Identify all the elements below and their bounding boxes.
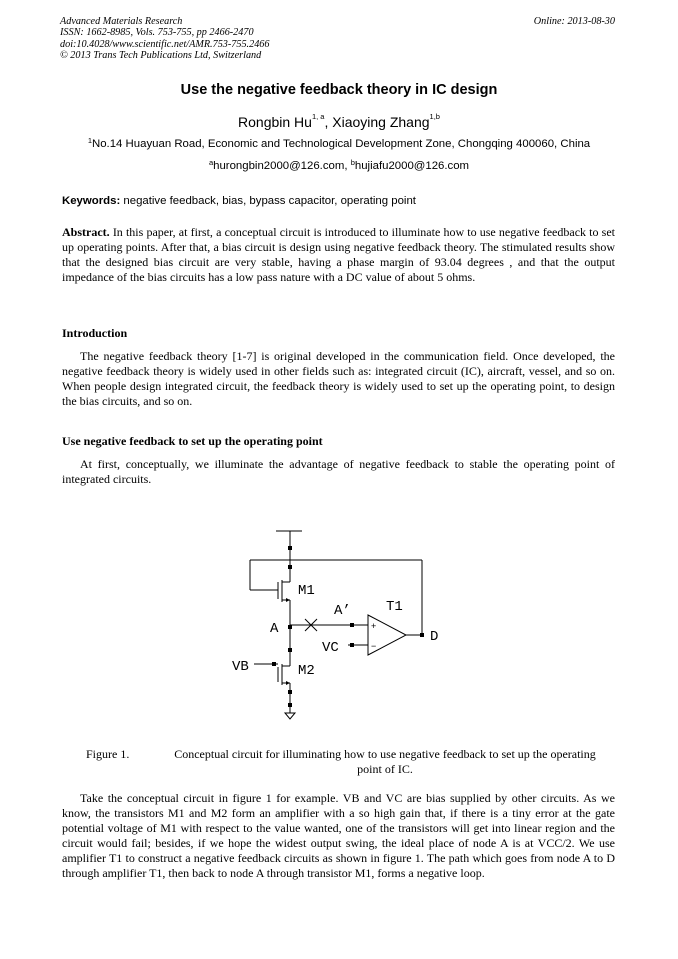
affiliation-sup: 1 bbox=[87, 136, 92, 145]
email-b: hujiafu2000@126.com bbox=[354, 160, 470, 172]
email-a-sup: a bbox=[208, 158, 214, 167]
paper-title: Use the negative feedback theory in IC design bbox=[180, 82, 498, 98]
opamp-plus-label: + bbox=[371, 621, 377, 631]
introduction-heading: Introduction bbox=[62, 326, 128, 340]
circuit-diagram bbox=[210, 522, 450, 727]
junction-dot bbox=[288, 703, 292, 707]
introduction-text: The negative feedback theory [1-7] is original developed in the communication field. Once developed, the negative feedback theory is widely used in other fields such as: integrated circuit (IC), aircraft, vessel, and so on. When people design integrated circuit, the feedback theory is widely used to set up the operating point, to design the bias circuits, and so on. bbox=[62, 349, 615, 408]
m2-arrow-icon bbox=[286, 681, 290, 685]
figure-caption-text: Conceptual circuit for illuminating how to use negative feedback to set up the operating point of IC. bbox=[174, 747, 596, 776]
affiliation bbox=[0, 138, 678, 150]
junction-dot bbox=[288, 565, 292, 569]
t1-label: T1 bbox=[386, 599, 403, 615]
node-a-label: A bbox=[270, 621, 279, 637]
abstract-text: In this paper, at first, a conceptual circuit is introduced to illuminate how to use negative feedback to set up operating points. After that, a bias circuit is design using negative feedback theory. The stimulated results show that the designed bias circuit are very stable, having a phase margin of 93.04 degrees , and that the output impedance of the bias circuits has a low pass nature with a DC value of about 5 ohms. bbox=[62, 225, 615, 284]
abstract bbox=[62, 225, 615, 285]
issn-line: ISSN: 1662-8985, Vols. 753-755, pp 2466-2470 bbox=[60, 27, 254, 39]
affiliation-text: No.14 Huayuan Road, Economic and Technological Development Zone, Chongqing 400060, China bbox=[92, 138, 591, 150]
journal-name: Advanced Materials Research bbox=[60, 16, 183, 27]
copyright-line: © 2013 Trans Tech Publications Ltd, Switzerland bbox=[60, 49, 262, 61]
junction-dot bbox=[288, 648, 292, 652]
junction-dot bbox=[272, 662, 276, 666]
section-text: At first, conceptually, we illuminate the advantage of negative feedback to stable the operating point of integrated circuits. bbox=[62, 457, 615, 486]
abstract-label: Abstract. bbox=[62, 225, 110, 239]
figure-caption-label: Figure 1. bbox=[86, 747, 130, 761]
section-heading: Use negative feedback to set up the operating point bbox=[62, 434, 323, 448]
node-d-label: D bbox=[430, 629, 439, 645]
body-paragraph: Take the conceptual circuit in figure 1 for example. VB and VC are bias supplied by other circuits. As we know, the transistors M1 and M2 form an amplifier with a so high gain that, if there is a tiny error at the gate potential voltage of M1 with respect to the value wanted, one of the transistors will get into linear region and the circuit would fail; besides, if we hope the widest output swing, the ideal place of node A is at VCC/2. We use amplifier T1 to construct a negative feedback circuits as shown in figure 1. The path which goes from node A to D through amplifier T1, then back to node A through transistor M1, forms a negative loop. bbox=[62, 791, 615, 880]
email-separator: , bbox=[344, 160, 351, 172]
online-date: Online: 2013-08-30 bbox=[533, 16, 615, 27]
keywords bbox=[62, 195, 416, 207]
node-a-prime-label: A’ bbox=[334, 603, 351, 619]
keywords-label: Keywords: bbox=[62, 195, 121, 207]
vc-label: VC bbox=[322, 640, 339, 656]
author-1-sup: 1, a bbox=[311, 112, 325, 121]
author-separator: , bbox=[324, 114, 333, 130]
node-d-terminal bbox=[420, 633, 424, 637]
junction-dot bbox=[350, 643, 354, 647]
junction-dot bbox=[288, 690, 292, 694]
email-a: hurongbin2000@126.com bbox=[213, 160, 345, 172]
ground-icon bbox=[285, 713, 295, 719]
journal-header bbox=[60, 16, 269, 61]
author-1-name: Rongbin Hu bbox=[238, 114, 312, 130]
author-2-sup: 1,b bbox=[429, 112, 440, 121]
email-b-sup: b bbox=[350, 158, 355, 167]
keywords-text: negative feedback, bias, bypass capacitor, operating point bbox=[120, 195, 416, 207]
author-line bbox=[0, 114, 678, 130]
m1-label: M1 bbox=[298, 583, 315, 599]
doi-line: doi:10.4028/www.scientific.net/AMR.753-755.2466 bbox=[60, 38, 270, 50]
m2-label: M2 bbox=[298, 663, 315, 679]
author-2-name: Xiaoying Zhang bbox=[332, 114, 430, 130]
opamp-minus-label: − bbox=[371, 641, 377, 651]
junction-dot bbox=[350, 623, 354, 627]
vb-label: VB bbox=[232, 659, 249, 675]
m1-arrow-icon bbox=[286, 598, 290, 602]
junction-dot bbox=[288, 625, 292, 629]
email-line bbox=[0, 160, 678, 172]
junction-dot bbox=[288, 546, 292, 550]
